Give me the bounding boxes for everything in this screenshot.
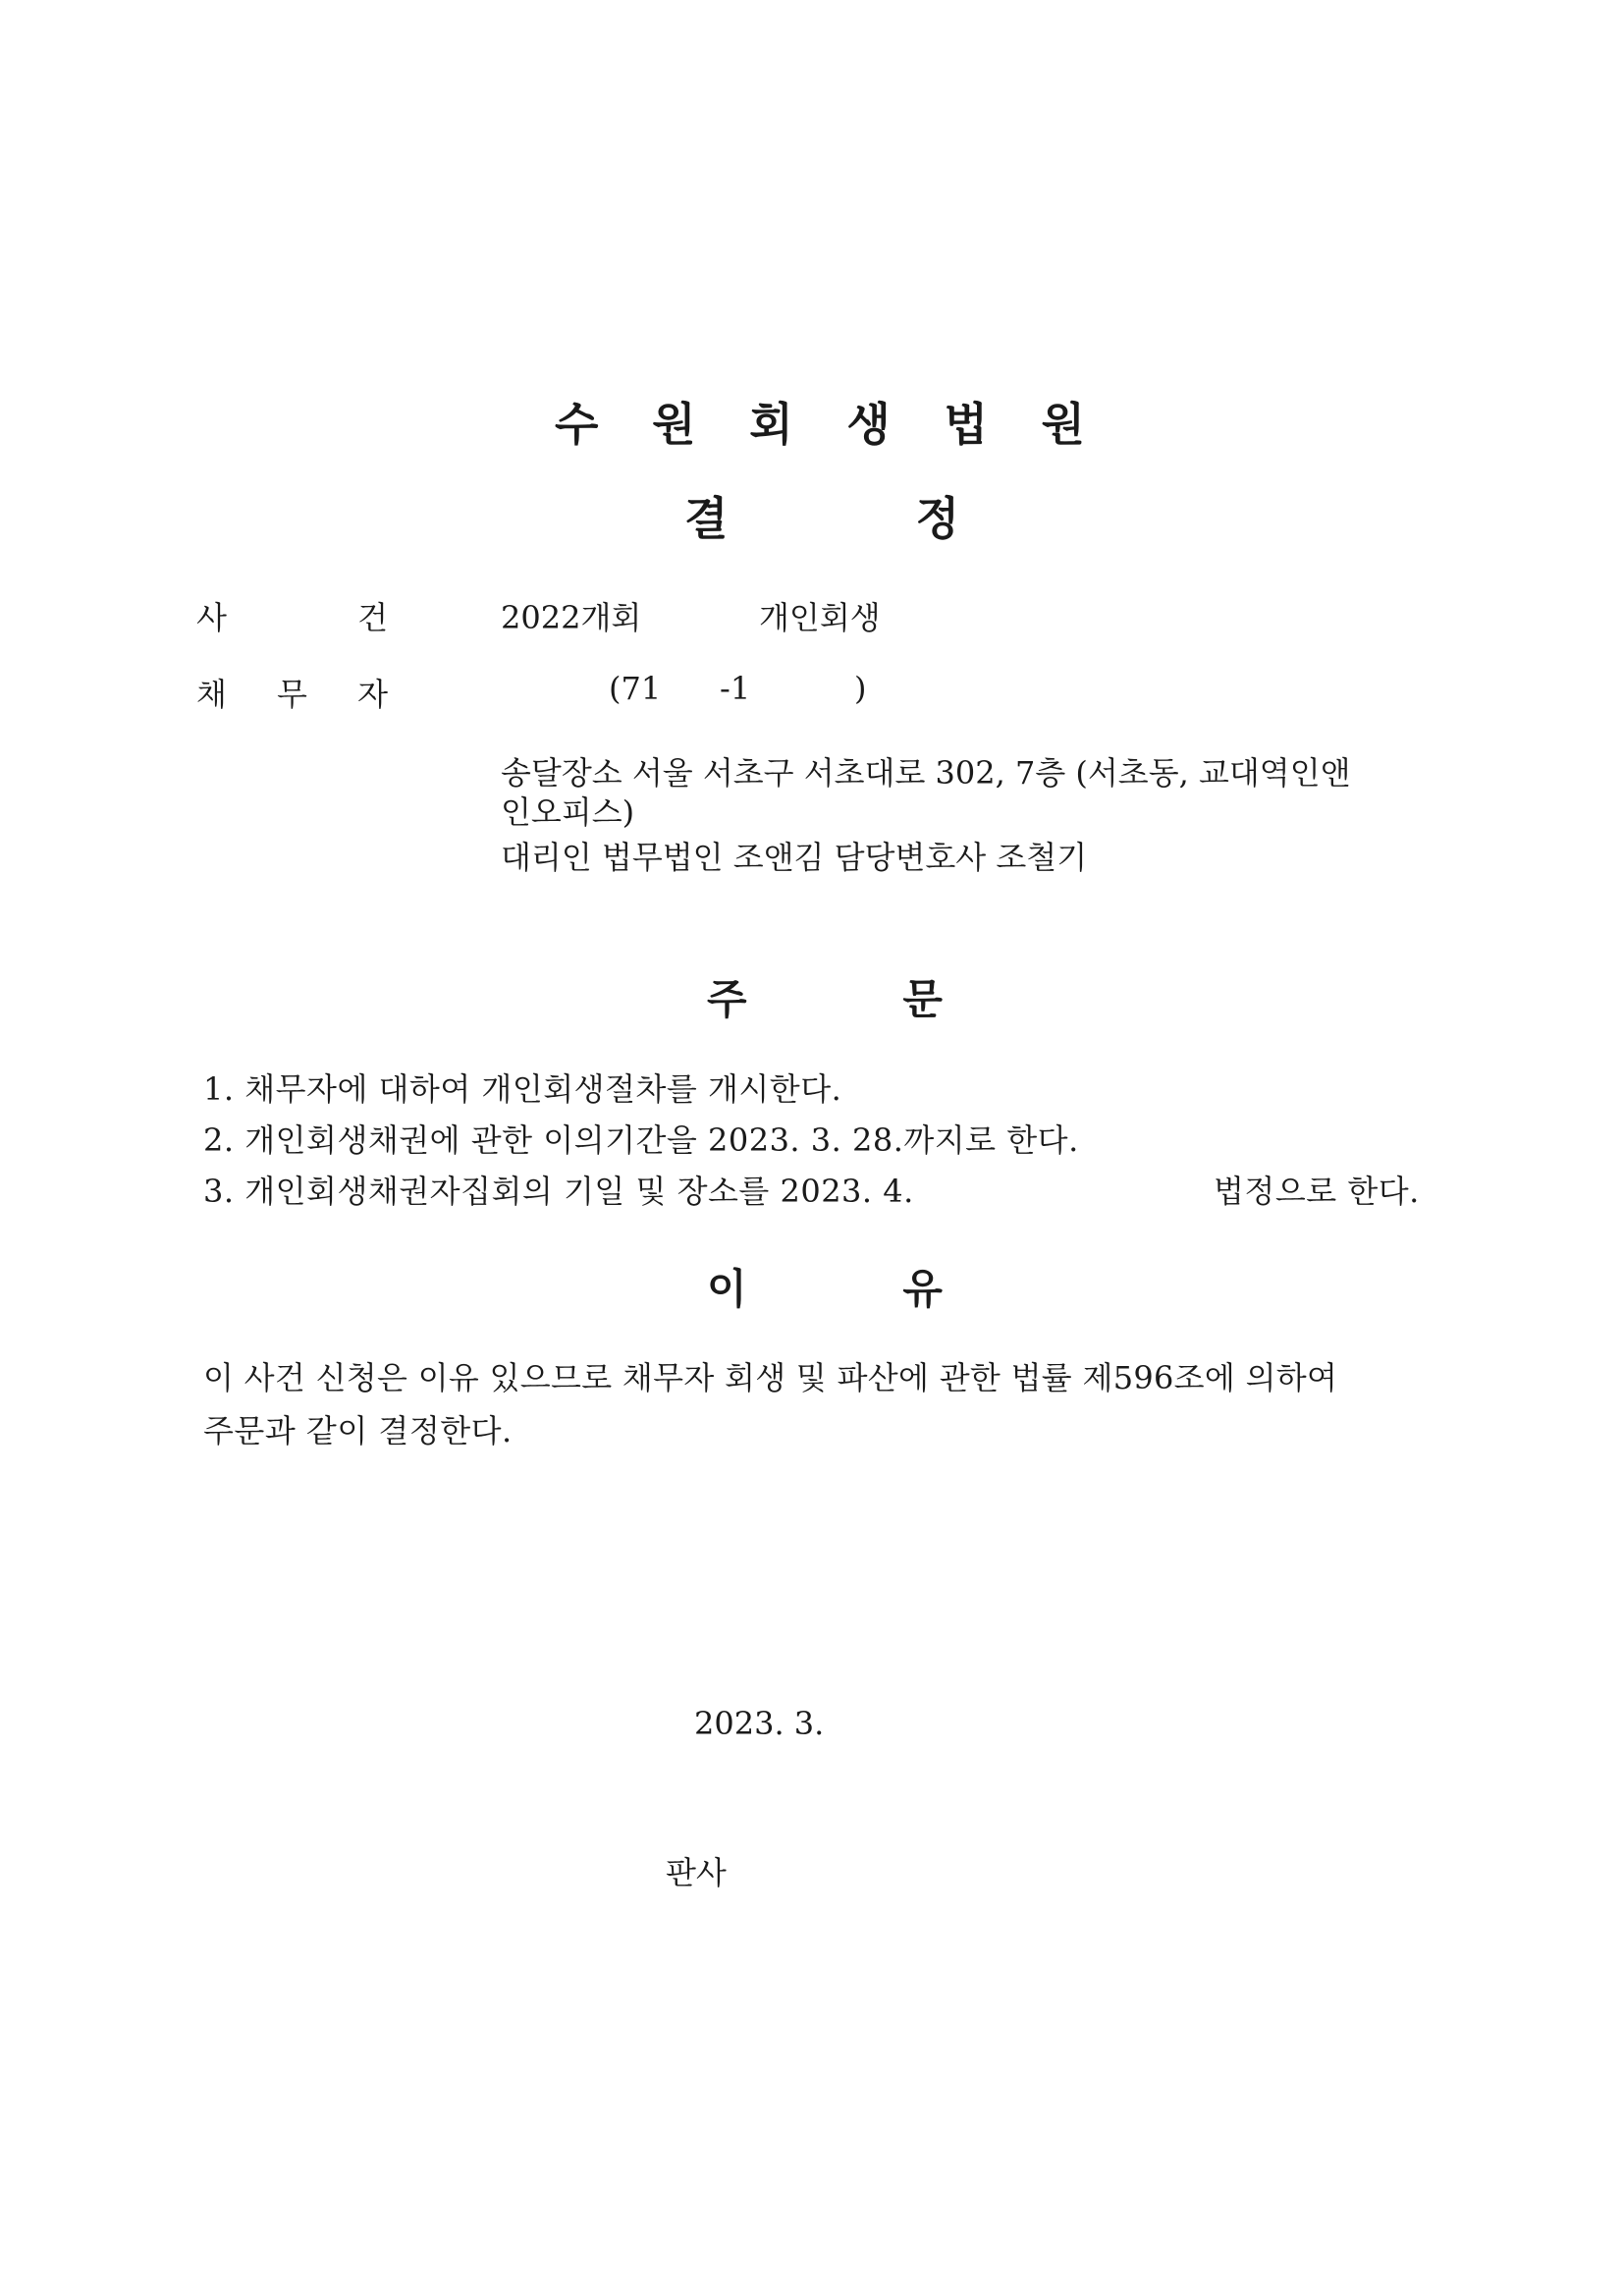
debtor-agent: 대리인 법무법인 조앤김 담당변호사 조철기 xyxy=(501,839,1088,876)
court-name-char: 회 xyxy=(749,398,793,451)
order-item-3-tail: 법정으로 한다. xyxy=(1214,1173,1420,1210)
debtor-id-mid: -1 xyxy=(720,670,751,707)
case-type: 개인회생 xyxy=(759,599,881,636)
judge-label: 판사 xyxy=(666,1854,727,1891)
doc-type-char: 정 xyxy=(915,492,959,545)
reason-line-1: 이 사건 신청은 이유 있으므로 채무자 회생 및 파산에 관한 법률 제596조에 의하여 xyxy=(203,1359,1338,1396)
reason-line-2: 주문과 같이 결정한다. xyxy=(203,1412,513,1449)
order-heading: 주 문 xyxy=(707,975,943,1023)
court-name-char: 법 xyxy=(944,398,988,451)
doc-type-char: 결 xyxy=(684,492,729,545)
order-item-2: 2. 개인회생채권에 관한 이의기간을 2023. 3. 28.까지로 한다. xyxy=(203,1121,1079,1159)
service-address-line2: 인오피스) xyxy=(501,793,635,831)
order-item-3: 3. 개인회생채권자집회의 기일 및 장소를 2023. 4. xyxy=(203,1173,914,1210)
court-name-char: 원 xyxy=(1041,398,1085,451)
service-address-line1: 송달장소 서울 서초구 서초대로 302, 7층 (서초동, 교대역인앤 xyxy=(501,754,1351,792)
debtor-label: 채 무 자 xyxy=(196,676,388,713)
court-name xyxy=(555,389,1085,454)
document-type-title xyxy=(684,483,959,548)
decision-date: 2023. 3. xyxy=(694,1705,825,1742)
debtor-id-open: (71 xyxy=(609,670,662,707)
debtor-id-close: ) xyxy=(854,670,867,707)
court-name-char: 원 xyxy=(652,398,696,451)
court-name-char: 생 xyxy=(846,398,891,451)
court-name-char: 수 xyxy=(555,398,599,451)
reason-heading: 이 유 xyxy=(707,1265,943,1313)
case-number: 2022개회 xyxy=(501,599,642,636)
order-item-1: 1. 채무자에 대하여 개인회생절차를 개시한다. xyxy=(203,1070,842,1108)
case-label: 사 건 xyxy=(196,599,388,636)
